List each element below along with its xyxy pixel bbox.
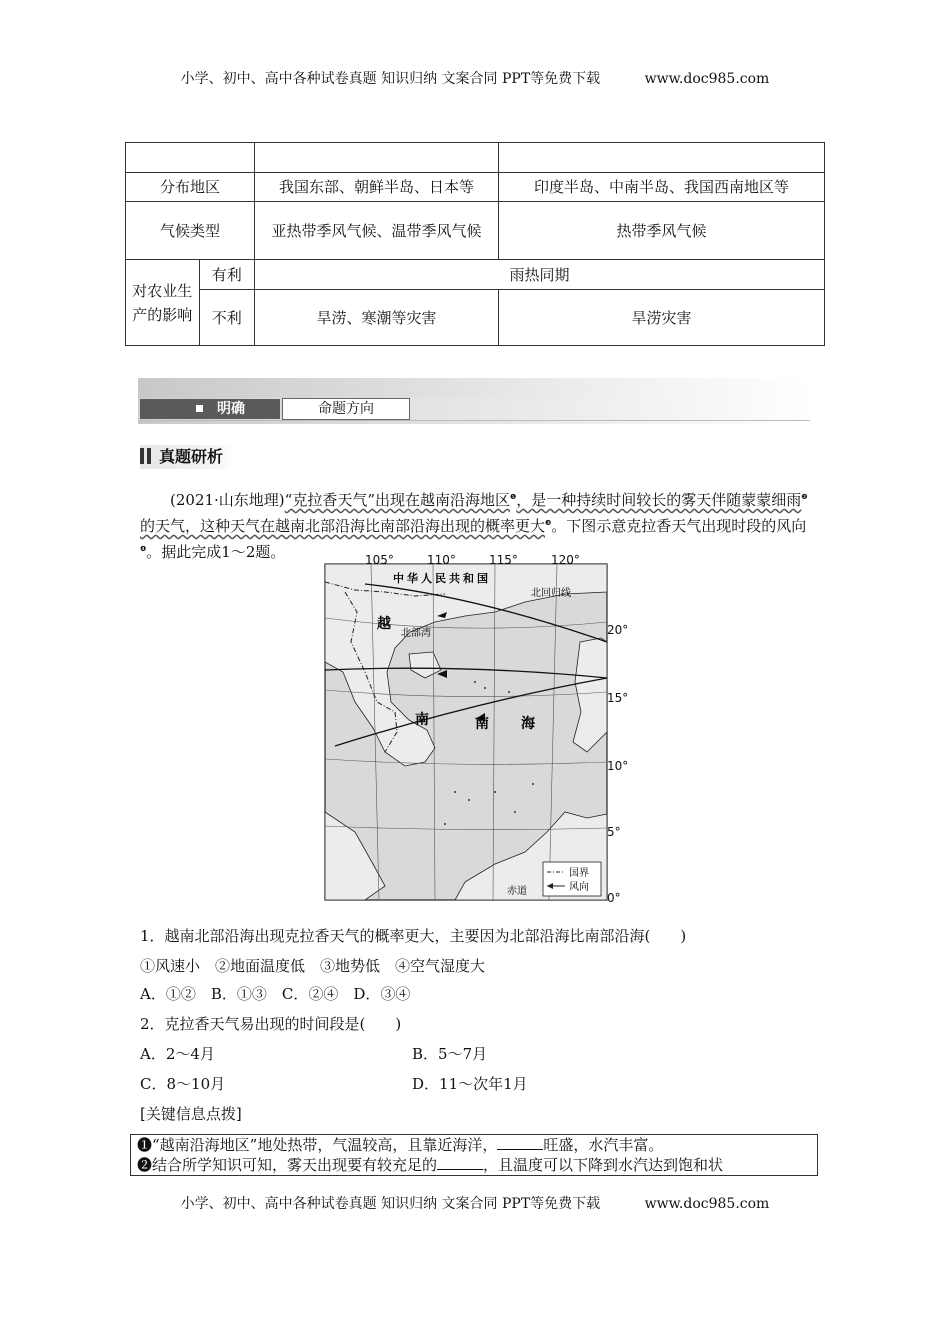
lat-label: 10° bbox=[607, 759, 629, 773]
table-row bbox=[126, 260, 825, 290]
question-1-stem: 1．越南北部沿海出现克拉香天气的概率更大，主要因为北部沿海比南部沿海( ) bbox=[140, 927, 687, 945]
banner-light-label: 命题方向 bbox=[282, 398, 410, 420]
legend-wind-label: 风向 bbox=[569, 882, 589, 893]
map-label-equator: 赤道 bbox=[507, 886, 527, 897]
lon-label: 120° bbox=[551, 553, 580, 567]
legend-border-label: 国界 bbox=[569, 868, 589, 879]
answer-blank bbox=[497, 1135, 543, 1150]
table-row bbox=[126, 202, 825, 260]
header-text: 小学、初中、高中各种试卷真题 知识归纳 文案合同 PPT等免费下载 bbox=[180, 71, 601, 87]
key-line-2: ❷结合所学知识可知，雾天出现要有较充足的 ，且温度可以下降到水汽达到饱和状 bbox=[137, 1156, 724, 1174]
question-2-stem: 2．克拉香天气易出现的时间段是( ) bbox=[140, 1015, 402, 1033]
option-a: A．2～4月 bbox=[140, 1045, 215, 1063]
table-cell: 旱涝、寒潮等灾害 bbox=[255, 290, 499, 346]
row-label: 气候类型 bbox=[126, 202, 255, 260]
sub-label: 不利 bbox=[199, 290, 254, 346]
option-c: C．8～10月 bbox=[140, 1075, 226, 1093]
monsoon-table bbox=[125, 142, 825, 346]
key-info-title: [关键信息点拨] bbox=[140, 1105, 242, 1123]
lon-label: 110° bbox=[427, 553, 456, 567]
table-header-row bbox=[126, 143, 825, 173]
map-label-sea: 南 bbox=[475, 716, 489, 732]
map-label-vietnam: 南 bbox=[415, 712, 429, 728]
land-philippines bbox=[573, 638, 607, 752]
map-label-gulf: 北部湾 bbox=[401, 628, 431, 639]
table-cell: 印度半岛、中南半岛、我国西南地区等 bbox=[499, 173, 825, 202]
header-site: www.doc985.com bbox=[644, 71, 770, 87]
section-title: 真题研析 bbox=[140, 445, 233, 469]
table-cell: 我国东部、朝鲜半岛、日本等 bbox=[255, 173, 499, 202]
answer-blank bbox=[437, 1155, 483, 1170]
page-footer bbox=[0, 1193, 950, 1213]
map-label-vietnam: 越 bbox=[377, 616, 391, 632]
table-cell: 热带季风气候 bbox=[499, 202, 825, 260]
banner-dark-label: 明确 bbox=[140, 399, 280, 419]
lat-label: 0° bbox=[607, 891, 621, 905]
wind-map bbox=[325, 552, 629, 908]
option-b: B．5～7月 bbox=[412, 1045, 488, 1063]
question-1-options: A．①② B．①③ C．②④ D．③④ bbox=[140, 985, 411, 1003]
table-row bbox=[126, 173, 825, 202]
map-label-tropic: 北回归线 bbox=[531, 588, 571, 599]
lat-label: 20° bbox=[607, 623, 629, 637]
footer-text: 小学、初中、高中各种试卷真题 知识归纳 文案合同 PPT等免费下载 bbox=[180, 1196, 601, 1212]
square-icon bbox=[196, 405, 203, 412]
lon-label: 105° bbox=[365, 553, 394, 567]
bar-icon bbox=[147, 448, 151, 464]
row-label: 分布地区 bbox=[126, 173, 255, 202]
question-1-items: ①风速小 ②地面温度低 ③地势低 ④空气湿度大 bbox=[140, 957, 486, 975]
table-cell: 旱涝灾害 bbox=[499, 290, 825, 346]
footer-site: www.doc985.com bbox=[644, 1196, 770, 1212]
table-cell: 亚热带季风气候、温带季风气候 bbox=[255, 202, 499, 260]
lat-label: 15° bbox=[607, 691, 629, 705]
table-row bbox=[126, 290, 825, 346]
key-info-box bbox=[130, 1134, 818, 1176]
sub-label: 有利 bbox=[199, 260, 254, 290]
page-header bbox=[0, 68, 950, 88]
question-passage: (2021·山东地理)“克拉香天气”出现在越南沿海地区$^❶$，是一种持续时间较长的雾天伴随蒙蒙细雨$^❷$的天气，这种天气在越南北部沿海比南部沿海出现的概率更大$^❸$。下图示意克拉香天气出现时段的风向$^❹$。据此完成1～2题。 bbox=[140, 491, 808, 561]
option-d: D．11～次年1月 bbox=[412, 1075, 528, 1093]
map-label-sea: 海 bbox=[521, 716, 535, 732]
lon-label: 115° bbox=[489, 553, 518, 567]
key-line-1: ❶“越南沿海地区”地处热带，气温较高，且靠近海洋， 旺盛，水汽丰富。 bbox=[137, 1136, 664, 1154]
lat-label: 5° bbox=[607, 825, 621, 839]
row-label: 对农业生产的影响 bbox=[126, 260, 200, 346]
table-cell: 雨热同期 bbox=[255, 260, 825, 290]
section-banner bbox=[138, 378, 810, 424]
bar-icon bbox=[140, 448, 144, 464]
map-label-china: 中华人民共和国 bbox=[393, 572, 491, 585]
